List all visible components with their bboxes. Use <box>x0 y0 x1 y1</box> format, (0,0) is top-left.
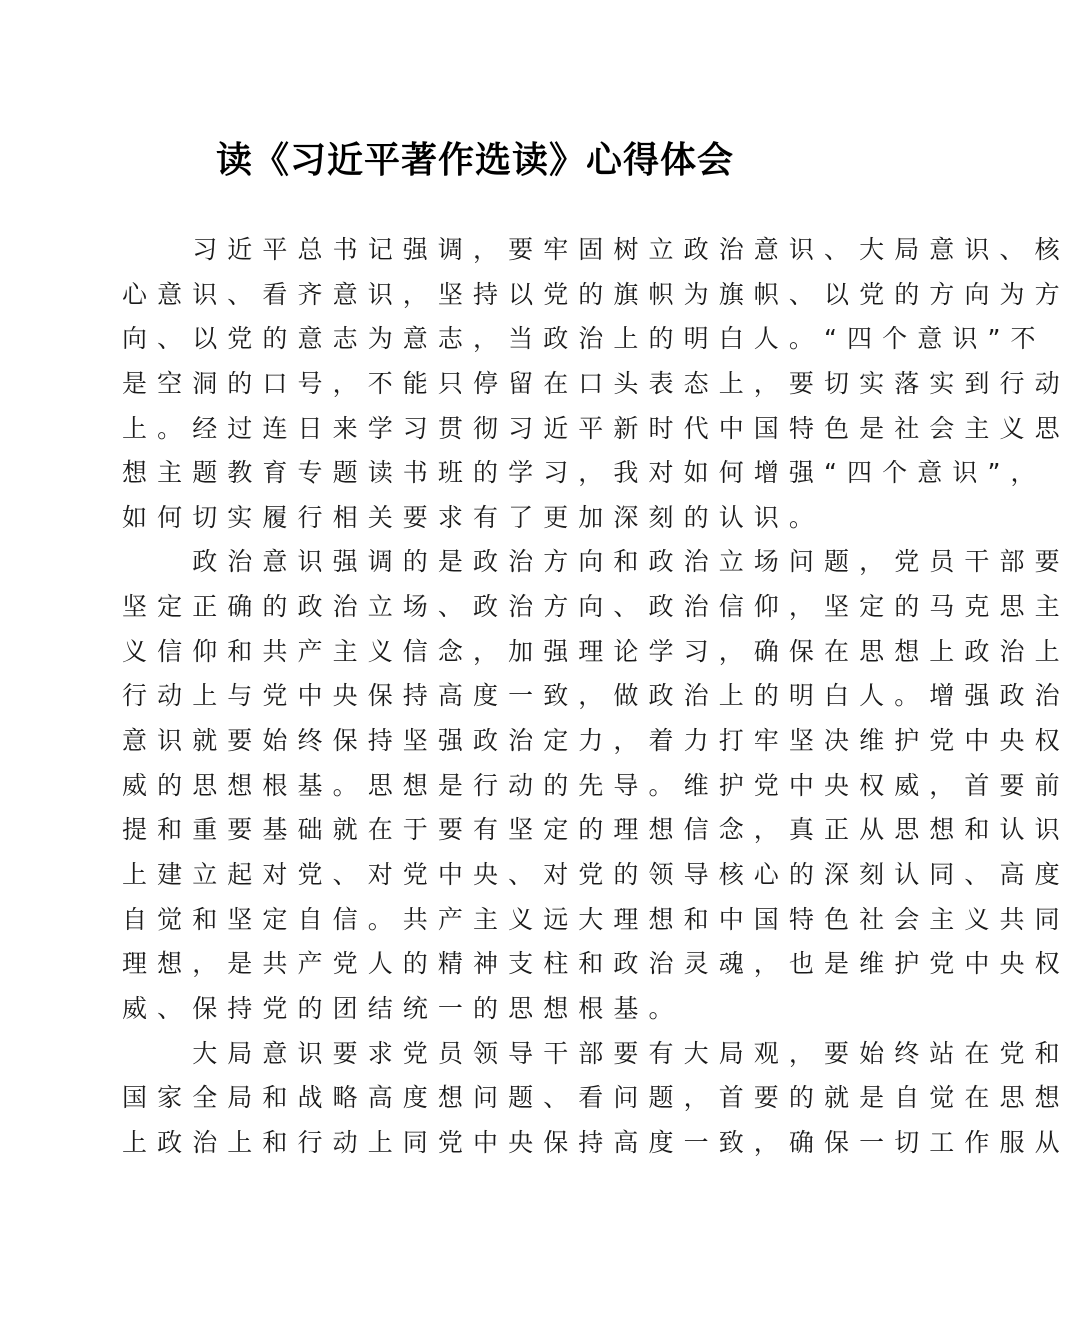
text-line: 提和重要基础就在于要有坚定的理想信念，真正从思想和认识 <box>122 815 1070 845</box>
text-line: 政治意识强调的是政治方向和政治立场问题，党员干部要 <box>122 547 1070 577</box>
text-line: 上建立起对党、对党中央、对党的领导核心的深刻认同、高度 <box>122 859 1070 889</box>
text-line: 意识就要始终保持坚强政治定力，着力打牢坚决维护党中央权 <box>122 726 1070 756</box>
text-line: 是空洞的口号，不能只停留在口头表态上，要切实落实到行动 <box>122 368 1070 398</box>
document-title: 读《习近平著作选读》心得体会 <box>215 139 734 181</box>
text-line: 大局意识要求党员领导干部要有大局观，要始终站在党和 <box>122 1038 1070 1068</box>
text-line: 上。经过连日来学习贯彻习近平新时代中国特色是社会主义思 <box>122 413 1070 443</box>
text-line: 国家全局和战略高度想问题、看问题，首要的就是自觉在思想 <box>122 1083 1070 1113</box>
paragraph-3 <box>122 1032 1070 1166</box>
paragraph-2 <box>122 540 1070 1031</box>
text-line: 坚定正确的政治立场、政治方向、政治信仰，坚定的马克思主 <box>122 592 1070 622</box>
text-line: 上政治上和行动上同党中央保持高度一致，确保一切工作服从 <box>122 1127 1070 1157</box>
paragraph-1 <box>122 228 1070 540</box>
text-line: 义信仰和共产主义信念，加强理论学习，确保在思想上政治上 <box>122 636 1070 666</box>
text-line: 自觉和坚定自信。共产主义远大理想和中国特色社会主义共同 <box>122 904 1070 934</box>
text-line: 如何切实履行相关要求有了更加深刻的认识。 <box>122 502 825 532</box>
text-line: 理想，是共产党人的精神支柱和政治灵魂，也是维护党中央权 <box>122 949 1070 979</box>
text-line: 向、以党的意志为意志，当政治上的明白人。“四个意识”不 <box>122 324 1046 354</box>
text-line: 想主题教育专题读书班的学习，我对如何增强“四个意识”， <box>122 458 1046 488</box>
text-line: 威、保持党的团结统一的思想根基。 <box>122 993 684 1023</box>
document-body <box>122 228 1070 1165</box>
text-line: 行动上与党中央保持高度一致，做政治上的明白人。增强政治 <box>122 681 1070 711</box>
text-line: 威的思想根基。思想是行动的先导。维护党中央权威，首要前 <box>122 770 1070 800</box>
text-line: 习近平总书记强调，要牢固树立政治意识、大局意识、核 <box>122 235 1070 264</box>
text-line: 心意识、看齐意识，坚持以党的旗帜为旗帜、以党的方向为方 <box>122 279 1070 309</box>
